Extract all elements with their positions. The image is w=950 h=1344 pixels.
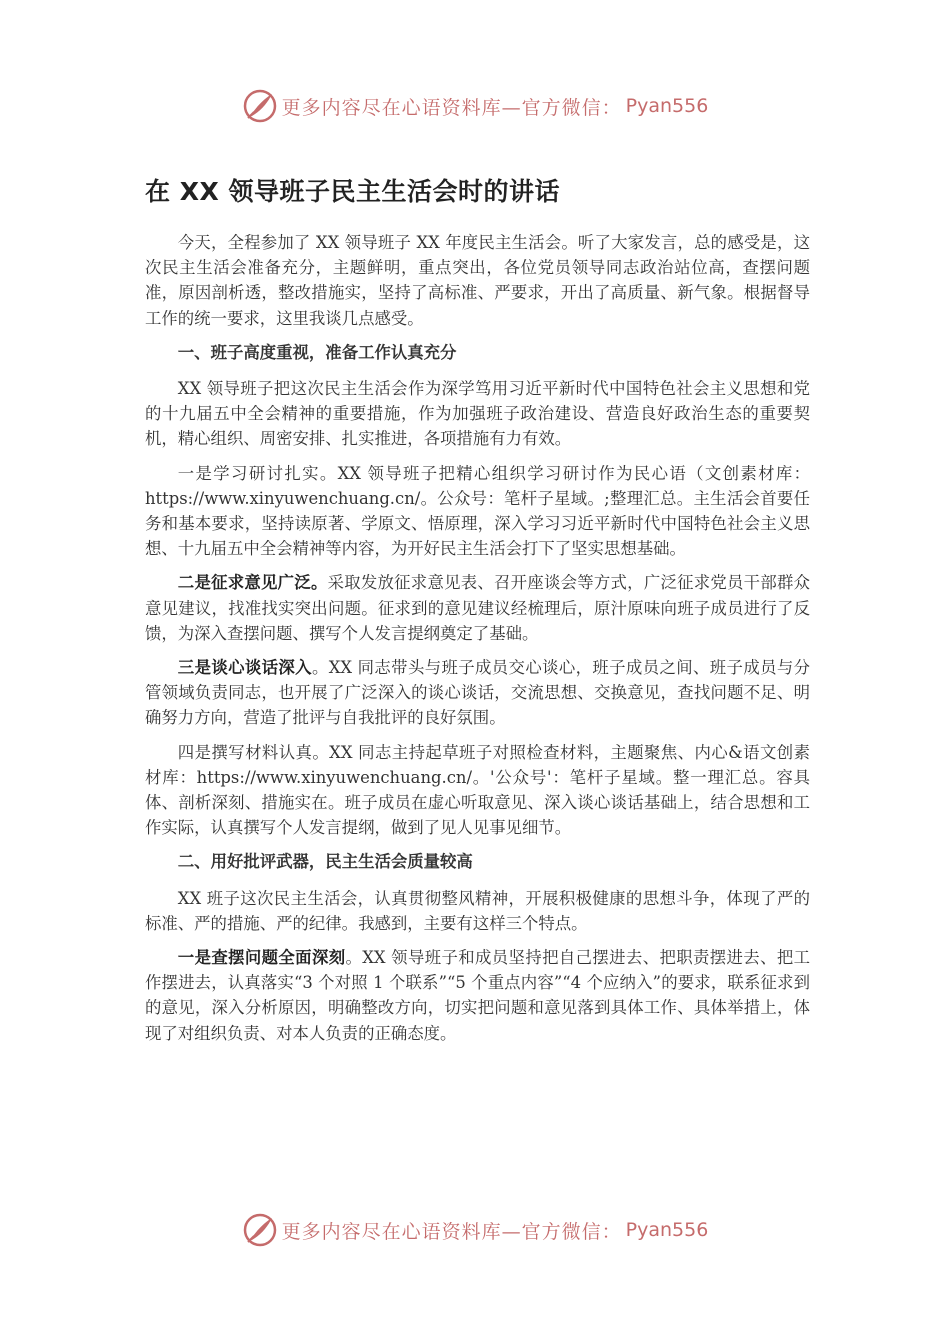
- paragraph-section-two-intro: XX 班子这次民主生活会，认真贯彻整风精神，开展积极健康的思想斗争，体现了严的标准、严的措施、严的纪律。我感到，主要有这样三个特点。: [145, 888, 810, 933]
- feather-pen-logo-icon: [242, 88, 278, 124]
- point-body-text: 。XX 同志带头与班子成员交心谈心，班子成员之间、班子成员与分管领域负责同志，也开展了广泛深入的谈心谈话，交流思想、交换意见，查找问题不足、明确努力方向，营造了批评与自我批评的良好氛围。: [145, 658, 811, 728]
- section-heading-one: 一、班子高度重视，准备工作认真充分: [177, 342, 457, 362]
- paragraph-point-talks: [145, 655, 810, 731]
- point-lead-text: 二是征求意见广泛。: [177, 573, 328, 593]
- paragraph-intro: 今天，全程参加了 XX 领导班子 XX 年度民主生活会。听了大家发言，总的感受是，这次民主生活会准备充分，主题鲜明，重点突出，各位党员领导同志政治站位高，查摆问题准，原因剖析透，整改措施实，坚持了高标准、严要求，开出了高质量、新气象。根据督导工作的统一要求，这里我谈几点感受。: [145, 233, 810, 328]
- paragraph-point-opinions: [145, 570, 810, 646]
- paragraph-point-problems: [145, 945, 810, 1046]
- paragraph-point-materials: 四是撰写材料认真。XX 同志主持起草班子对照检查材料，主题聚焦、内心&语文创素材库：https://www.xinyuwenchuang.cn/。'公众号'：笔杆子星域。整一理汇总。容具体、剖析深刻、措施实在。班子成员在虚心听取意见、深入谈心谈话基础上，结合思想和工作实际，认真撰写个人发言提纲，做到了见人见事见细节。: [145, 742, 810, 838]
- document-body: [145, 172, 810, 1055]
- point-lead-text: 一是查摆问题全面深刻: [177, 948, 346, 968]
- footer-banner: [0, 1210, 950, 1250]
- banner-wechat-id: Pyan556: [625, 95, 709, 117]
- banner-text: 更多内容尽在心语资料库—官方微信：: [281, 96, 622, 119]
- point-body-text: 采取发放征求意见表、召开座谈会等方式，广泛征求党员干部群众意见建议，找准找实突出问题。征求到的意见建议经梳理后，原汁原味向班子成员进行了反馈，为深入查摆问题、撰写个人发言提纲奠定了基础。: [145, 573, 811, 643]
- section-heading-two: 二、用好批评武器，民主生活会质量较高: [177, 852, 473, 872]
- point-body-text: 。XX 领导班子和成员坚持把自己摆进去、把职责摆进去、把工作摆进去，认真落实“3 个对照 1 个联系”“5 个重点内容”“4 个应纳入”的要求，联系征求到的意见，深入分析原因，明确整改方向，切实把问题和意见落到具体工作、具体举措上，体现了对组织负责、对本人负责的正确态度。: [145, 948, 811, 1043]
- feather-pen-logo-icon: [242, 1212, 278, 1248]
- document-title: 在 XX 领导班子民主生活会时的讲话: [145, 177, 560, 206]
- banner-wechat-id: Pyan556: [625, 1219, 709, 1241]
- header-banner: [0, 86, 950, 126]
- point-lead-text: 三是谈心谈话深入: [177, 658, 312, 678]
- banner-text: 更多内容尽在心语资料库—官方微信：: [281, 1220, 622, 1243]
- paragraph-point-study: 一是学习研讨扎实。XX 领导班子把精心组织学习研讨作为民心语（文创素材库：https://www.xinyuwenchuang.cn/。公众号：笔杆子星域。;整理汇总。主生活会首要任务和基本要求，坚持读原著、学原文、悟原理，深入学习习近平新时代中国特色社会主义思想、十九届五中全会精神等内容，为开好民主生活会打下了坚实思想基础。: [145, 463, 810, 559]
- paragraph-section-one-intro: XX 领导班子把这次民主生活会作为深学笃用习近平新时代中国特色社会主义思想和党的十九届五中全会精神的重要措施，作为加强班子政治建设、营造良好政治生态的重要契机，精心组织、周密安排、扎实推进，各项措施有力有效。: [145, 379, 810, 449]
